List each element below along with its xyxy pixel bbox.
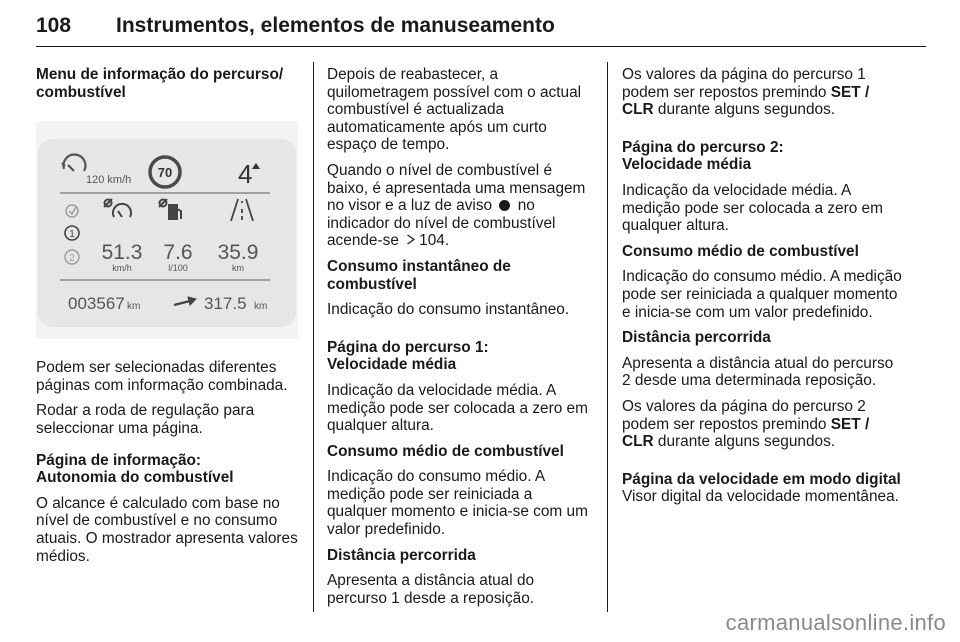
average-speed-value: 51.3 [101, 241, 143, 265]
paragraph: Indicação do consumo instantâneo. [327, 301, 570, 319]
odometer-value: 003567 [68, 294, 125, 314]
speed-sign-value: 70 [157, 165, 173, 181]
odometer-unit: km [127, 301, 141, 313]
column-3 [622, 66, 902, 506]
section-heading: Menu de informação do percurso/ combustível [36, 66, 284, 101]
paragraph: Indicação do consumo médio. A medição pode ser reiniciada a qualquer momento e inicia-se com um valor predefinido. [327, 468, 588, 539]
paragraph: Indicação do consumo médio. A medição pode ser reiniciada a qualquer momento e inicia-se com um valor predefinido. [622, 268, 902, 321]
paragraph: Apresenta a distância atual do percurso 2 desde uma determinada reposição. [622, 354, 894, 390]
page-1-indicator [65, 226, 79, 240]
gear-indicator: 4 [238, 159, 253, 190]
paragraph: Os valores da página do percurso 1 podem ser repostos premindo SET / CLR durante alguns segundos. [622, 66, 870, 119]
paragraph: Rodar a roda de regulação para seleccionar uma página. [36, 402, 255, 437]
paragraph: Indicação da velocidade média. A medição pode ser colocada a zero em qualquer altura. [622, 181, 883, 235]
paragraph: Apresenta a distância atual do percurso 1 desde a reposição. [327, 572, 535, 607]
range-value: 317.5 [204, 294, 247, 314]
sub-heading: Velocidade média [327, 356, 457, 374]
page-header [36, 8, 926, 48]
column-divider-2 [607, 62, 608, 612]
instrument-display-figure [36, 121, 298, 339]
paragraph-text: no indicador do nível de combustível acende-se [327, 197, 556, 250]
sub-heading: Distância percorrida [622, 329, 771, 347]
sub-heading: Página da velocidade em modo digital [622, 470, 901, 488]
svg-text:1: 1 [69, 229, 75, 241]
range-unit: km [254, 301, 268, 313]
average-consumption-value: 7.6 [163, 241, 193, 265]
sub-heading: Velocidade média [622, 156, 752, 174]
header-rule [36, 46, 926, 47]
speed-limit-sign-icon [150, 157, 180, 187]
column-1 [36, 66, 298, 565]
average-speed-icon [104, 199, 131, 217]
paragraph: Visor digital da velocidade momentânea. [622, 488, 899, 506]
distance-icon [231, 199, 253, 221]
page-2-indicator [65, 250, 79, 264]
paragraph: Os valores da página do percurso 2 podem ser repostos premindo SET / CLR durante alguns segundos. [622, 397, 870, 451]
cross-reference-icon [406, 232, 416, 250]
warning-light-icon [499, 200, 510, 211]
column-divider-1 [313, 62, 314, 612]
column-2 [327, 66, 595, 607]
sub-heading: Página de informação: [36, 451, 202, 469]
page-number: 108 [36, 14, 72, 37]
paragraph: O alcance é calculado com base no nível de combustível e no consumo atuais. O mostrador apresenta valores médios. [36, 494, 298, 565]
sub-heading: Página do percurso 2: [622, 138, 784, 156]
average-consumption-icon [159, 199, 181, 219]
watermark: carmanualsonline.info [725, 610, 946, 635]
page-indicator-icons [66, 205, 78, 217]
paragraph: Depois de reabastecer, a quilometragem possível com o actual combustível é actualizada automaticamente após um curto espaço de tempo. [327, 66, 582, 154]
page-reference[interactable]: 104. [419, 232, 450, 250]
button-name: SET / CLR [622, 83, 870, 119]
sub-heading: Consumo médio de combustível [327, 442, 564, 460]
instrument-display-graphic [38, 139, 296, 327]
sub-heading: Consumo instantâneo de combustível [327, 257, 511, 293]
paragraph: Indicação da velocidade média. A medição pode ser colocada a zero em qualquer altura. [327, 381, 588, 435]
paragraph: Podem ser selecionadas diferentes páginas com informação combinada. [36, 359, 288, 394]
range-icon [174, 297, 196, 305]
instrument-display-screen [38, 139, 296, 327]
distance-unit: km [232, 263, 244, 274]
paragraph-text: Quando o nível de combustível é baixo, é apresentada uma mensagem no visor e a luz de aviso [327, 161, 586, 215]
button-name: SET / CLR [622, 415, 870, 451]
sub-heading: Autonomia do combustível [36, 469, 234, 487]
svg-text:2: 2 [69, 253, 75, 265]
speedometer-icon [62, 155, 85, 171]
average-consumption-unit: l/100 [168, 263, 188, 274]
sub-heading: Página do percurso 1: [327, 338, 489, 356]
average-speed-unit: km/h [112, 263, 132, 274]
speed-limit-label: 120 km/h [86, 174, 132, 187]
distance-value: 35.9 [217, 241, 259, 265]
shift-up-icon [252, 163, 260, 169]
sub-heading: Consumo médio de combustível [622, 242, 859, 260]
page-title: Instrumentos, elementos de manuseamento [116, 14, 555, 37]
sub-heading: Distância percorrida [327, 546, 476, 564]
paragraph [327, 162, 595, 250]
